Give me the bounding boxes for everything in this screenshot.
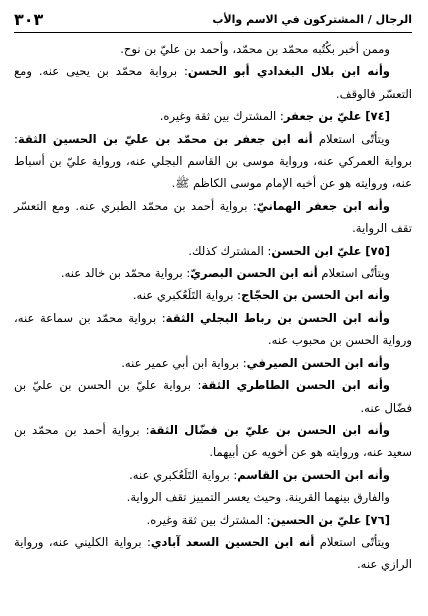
paragraph-1: وممن أخبر بكُتُبه محمّد بن محمّد، وأحمد بن عليّ بن نوح. [120, 42, 390, 56]
entry-name: عليّ بن الحسين [270, 512, 362, 527]
entry-75: [٧٥] عليّ ابن الحسن: المشترك كذلك. [188, 243, 390, 258]
page-header [14, 8, 412, 30]
header-rule [14, 32, 412, 33]
page-body [14, 38, 412, 612]
paragraph-10: وأنه ابن الحسن بن عليّ بن فضّال الثقة: برواية أحمد بن محمّد بن سعيد عنه، وروايته هو عن أخويه عن أبيهما. [14, 422, 412, 460]
page-number: ٣٠٣ [14, 9, 44, 29]
paragraph-2: وأنه ابن بلال البغدادي أبو الحسن: برواية محمّد بن يحيى عنه. ومع التعسّر فالوقف. [14, 64, 412, 101]
paragraph-8: وأنه ابن الحسن الصيرفي: برواية ابن أبي عمير عنه. [121, 355, 390, 370]
entry-name: عليّ ابن الحسن [271, 243, 362, 258]
entry-number: [٧٦] [365, 512, 390, 527]
paragraph-11: وأنه ابن الحسن بن القاسم: برواية التَلَعُكبري عنه. [129, 467, 390, 482]
paragraph-3: ويتأتّى استعلام أنه ابن جعفر بن محمّد بن عليّ بن الحسين الثقة: برواية العمركي عنه، ورواية موسى بن القاسم البجلي عنه، ورواية عليّ بن أسباط عنه، وروايته هو عن أخيه الإمام موسى الكاظم ﷺ. [14, 131, 412, 191]
paragraph-7: وأنه ابن الحسن بن رباط البجلي الثقة: برواية محمّد بن سماعة عنه، ورواية الحسن بن محبوب عنه. [14, 310, 412, 348]
entry-number: [٧٤] [365, 109, 390, 124]
entry-76: [٧٦] عليّ بن الحسين: المشترك بين ثقة وغيره. [146, 512, 390, 527]
paragraph-6: وأنه ابن الحسن بن الحجّاج: برواية التَلَعُكبري عنه. [132, 288, 390, 303]
paragraph-13: ويتأتّى استعلام أنه ابن الحسين السعد آبادي: برواية الكليني عنه، ورواية الرازي عنه. [14, 534, 412, 572]
paragraph-12: والفارق بينهما القرينة. وحيث يعسر التمييز تقف الرواية. [126, 490, 390, 505]
entry-number: [٧٥] [365, 243, 390, 258]
entry-74: [٧٤] عليّ بن جعفر: المشترك بين ثقة وغيره. [159, 109, 390, 124]
paragraph-9: وأنه ابن الحسن الطاطري الثقة: برواية عليّ بن الحسن بن عليّ بن فضّال عنه. [14, 378, 412, 415]
entry-name: عليّ بن جعفر [283, 109, 362, 124]
paragraph-4: وأنه ابن جعفر الهمانيّ: برواية أحمد بن محمّد الطبري عنه. ومع التعسّر تقف الرواية. [14, 198, 412, 236]
paragraph-5: ويتأتّى استعلام أنه ابن الحسن البصريّ: برواية محمّد بن خالد عنه. [60, 266, 390, 281]
running-title: الرجال / المشتركون في الاسم والأب [212, 12, 412, 26]
